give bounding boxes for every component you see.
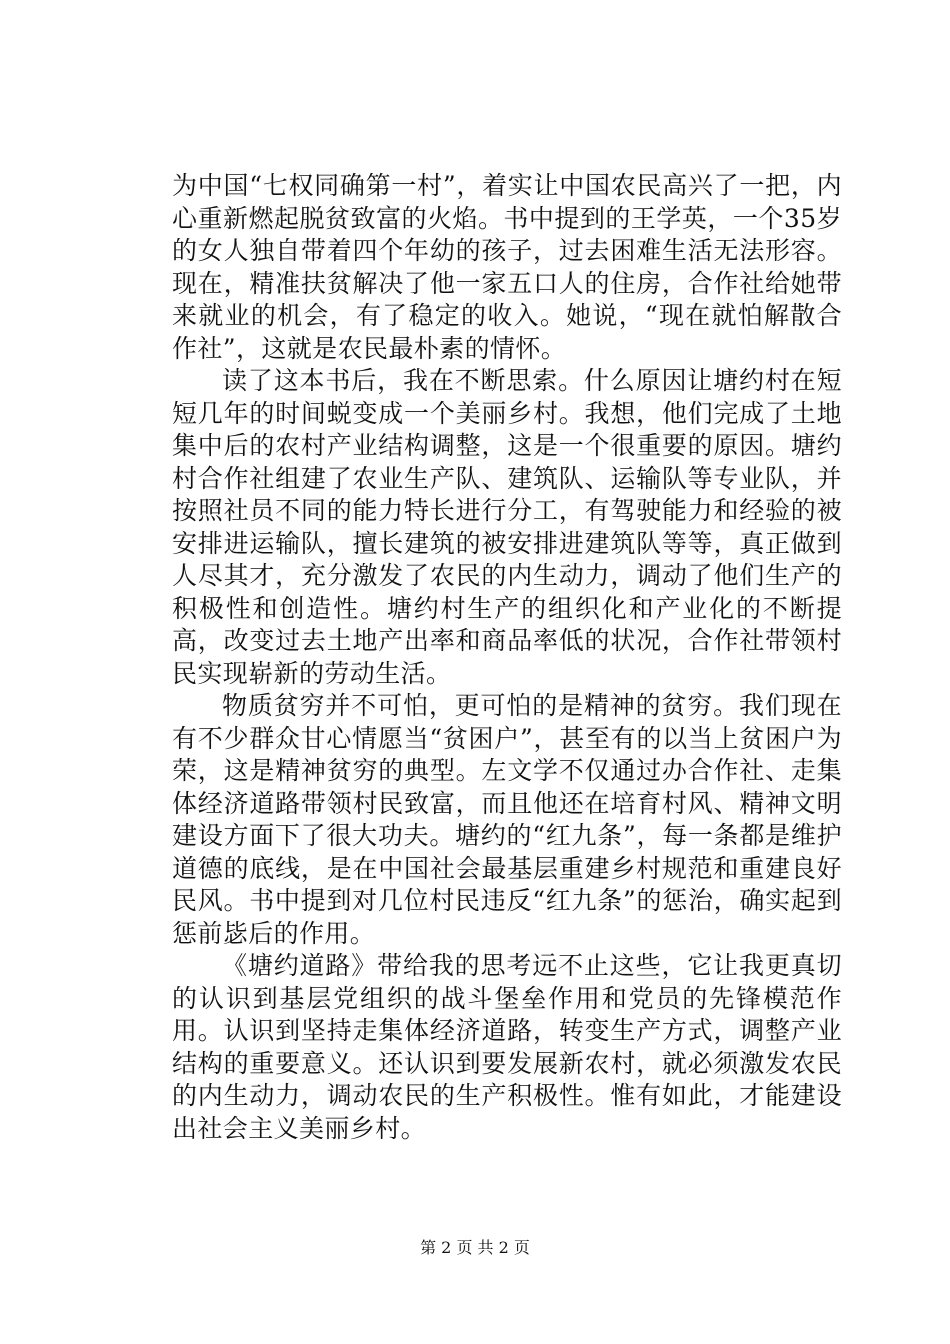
paragraph-4: 《塘约道路》带给我的思考远不止这些，它让我更真切的认识到基层党组织的战斗堡垒作用和党员的先锋模范作用。认识到坚持走集体经济道路，转变生产方式，调整产业结构的重要意义。还认识到要发展新农村，就必须激发农民的内生动力，调动农民的生产积极性。惟有如此，才能建设出社会主义美丽乡村。 xyxy=(172,951,842,1143)
paragraph-1: 为中国“七权同确第一村”，着实让中国农民高兴了一把，内心重新燃起脱贫致富的火焰。书中提到的王学英，一个35岁的女人独自带着四个年幼的孩子，过去困难生活无法形容。现在，精准扶贫解决了他一家五口人的住房，合作社给她带来就业的机会，有了稳定的收入。她说，“现在就怕解散合作社”，这就是农民最朴素的情怀。 xyxy=(172,171,842,363)
paragraph-2: 读了这本书后，我在不断思索。什么原因让塘约村在短短几年的时间蜕变成一个美丽乡村。我想，他们完成了土地集中后的农村产业结构调整，这是一个很重要的原因。塘约村合作社组建了农业生产队、建筑队、运输队等专业队，并按照社员不同的能力特长进行分工，有驾驶能力和经验的被安排进运输队，擅长建筑的被安排进建筑队等等，真正做到人尽其才，充分激发了农民的内生动力，调动了他们生产的积极性和创造性。塘约村生产的组织化和产业化的不断提高，改变过去土地产出率和商品率低的状况，合作社带领村民实现崭新的劳动生活。 xyxy=(172,366,842,688)
document-body xyxy=(172,170,842,1145)
page-number-footer: 第 2 页 共 2 页 xyxy=(420,1238,530,1257)
paragraph-3: 物质贫穷并不可怕，更可怕的是精神的贫穷。我们现在有不少群众甘心情愿当“贫困户”，甚至有的以当上贫困户为荣，这是精神贫穷的典型。左文学不仅通过办合作社、走集体经济道路带领村民致富，而且他还在培育村风、精神文明建设方面下了很大功夫。塘约的“红九条”，每一条都是维护道德的底线，是在中国社会最基层重建乡村规范和重建良好民风。书中提到对几位村民违反“红九条”的惩治，确实起到惩前毖后的作用。 xyxy=(172,691,842,948)
